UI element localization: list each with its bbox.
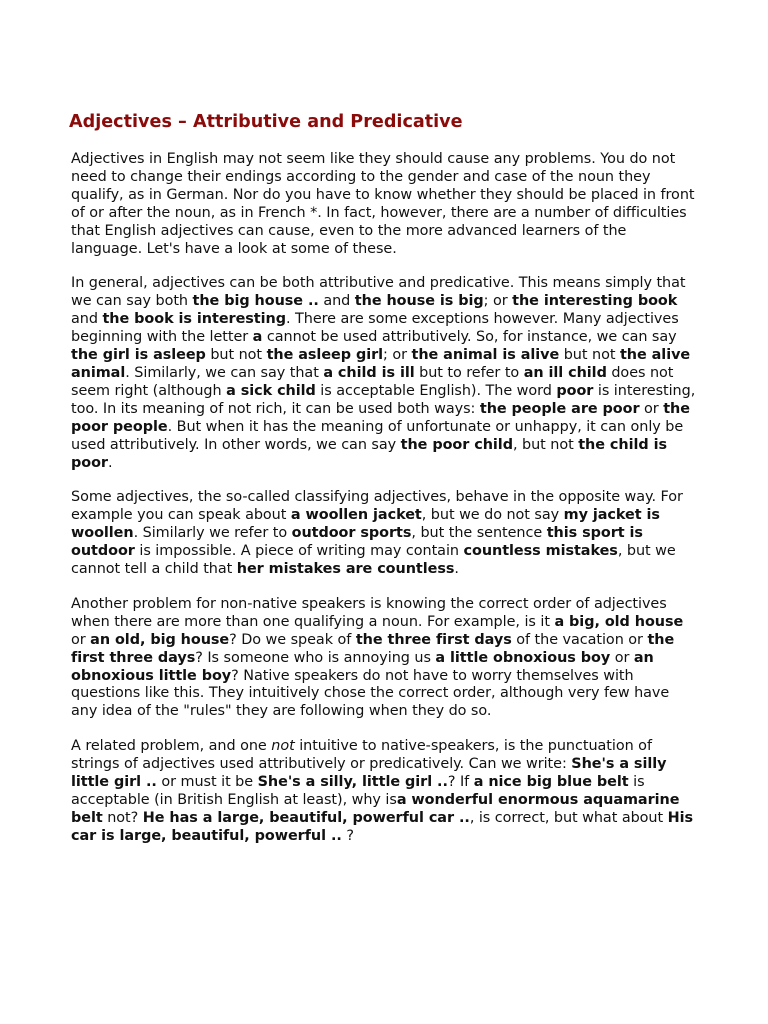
bold-phrase: an old, big house (90, 631, 230, 648)
paragraph-intro (71, 151, 697, 258)
bold-phrase: the people are poor (479, 400, 640, 417)
text-run: ; or (383, 347, 412, 364)
bold-phrase: countless mistakes (463, 543, 618, 560)
bold-phrase: She's a silly little girl .. (71, 756, 667, 791)
page-title: Adjectives – Attributive and Predicative (69, 112, 463, 132)
bold-phrase: He has a large, beautiful, powerful car .. (142, 809, 470, 826)
text-run: but to refer to (414, 364, 524, 381)
text-run: but not (559, 347, 620, 364)
text-run: and (71, 311, 103, 328)
text-run: is interesting, too. In its meaning of not rich, it can be used both ways: (71, 382, 696, 417)
text-run: cannot be used attributively. So, for instance, we can say (262, 329, 677, 346)
bold-phrase: her mistakes are countless (236, 561, 455, 578)
bold-phrase: the girl is asleep (71, 347, 206, 364)
text-run: is acceptable (in British English at least), why is (71, 774, 645, 808)
bold-phrase: a nice big blue belt (473, 774, 629, 791)
bold-phrase: a (252, 329, 263, 346)
bold-phrase: a child is ill (323, 364, 415, 381)
text-run: . But when it has the meaning of unfortunate or unhappy, it can only be used attributively. In other words, we can say (71, 418, 684, 453)
bold-phrase: a wonderful enormous aquamarine belt (71, 792, 680, 826)
bold-phrase: the three first days (355, 631, 512, 648)
text-run: not? (102, 809, 143, 826)
text-run: ? Is someone who is annoying us (195, 649, 436, 666)
text-run: is impossible. A piece of writing may contain (134, 543, 464, 560)
text-run: Some adjectives, the so-called classifying adjectives, behave in the opposite way. For example you can speak about (71, 489, 683, 524)
bold-phrase: the first three days (71, 631, 675, 666)
text-run: , but we cannot tell a child that (71, 543, 676, 578)
bold-phrase: outdoor sports (291, 525, 412, 542)
bold-phrase: the animal is alive (411, 347, 560, 364)
bold-phrase: the big house .. (192, 293, 319, 310)
bold-phrase: a sick child (226, 382, 316, 399)
text-run: In general, adjectives can be both attributive and predicative. This means simply that we can say both (71, 275, 686, 310)
bold-phrase: a woollen jacket (290, 507, 422, 524)
text-run: or (610, 649, 634, 666)
text-run: ? Do we speak of (229, 631, 356, 648)
bold-phrase: the book is interesting (102, 311, 286, 328)
bold-phrase: the poor child (400, 436, 513, 453)
text-run: . (454, 561, 459, 578)
text-run: is acceptable English). The word (315, 382, 557, 399)
text-run: , is correct, but what about (469, 809, 668, 826)
text-run: intuitive to native-speakers, is the punctuation of strings of adjectives used attributively or predicatively. Can we write: (71, 738, 652, 773)
text-run: ; or (483, 293, 513, 310)
text-run: , but the sentence (411, 525, 547, 542)
text-run: . Similarly we refer to (133, 525, 292, 542)
paragraph-adjective-order (71, 596, 697, 721)
bold-phrase: an obnoxious little boy (71, 649, 654, 684)
bold-phrase: poor (556, 382, 594, 399)
text-run: ? Native speakers do not have to worry themselves with questions like this. They intuitively chose the correct order, although very few have any idea of the "rules" they are following when they do so. (71, 667, 670, 720)
bold-phrase: the alive animal (71, 347, 691, 381)
bold-phrase: the interesting book (512, 293, 678, 310)
bold-phrase: the house is big (354, 293, 484, 310)
bold-phrase: this sport is outdoor (71, 525, 643, 560)
bold-phrase: the child is poor (71, 436, 667, 471)
text-run: and (318, 293, 355, 310)
text-run: ? (341, 827, 354, 844)
text-run: or (639, 400, 664, 417)
italic-phrase: not (271, 738, 295, 755)
text-run: , but we do not say (421, 507, 564, 524)
bold-phrase: my jacket is woollen (71, 507, 660, 542)
text-run: does not seem right (although (71, 364, 674, 399)
text-run: . Similarly, we can say that (125, 364, 324, 381)
bold-phrase: She's a silly, little girl .. (257, 774, 448, 791)
text-run: or (71, 631, 91, 648)
paragraph-attributive-predicative (71, 275, 697, 472)
text-run: A related problem, and one (71, 738, 272, 755)
bold-phrase: the asleep girl (266, 347, 384, 364)
text-run: . (107, 454, 113, 471)
document-page (71, 110, 697, 846)
text-run: but not (205, 347, 267, 364)
bold-phrase: His car is large, beautiful, powerful .. (71, 809, 694, 844)
bold-phrase: the poor people (71, 400, 690, 435)
paragraph-punctuation (71, 738, 697, 845)
text-run: , but not (512, 436, 579, 453)
bold-phrase: a little obnoxious boy (435, 649, 611, 666)
text-run: ? If (447, 774, 474, 791)
text-run: Another problem for non-native speakers is knowing the correct order of adjectives when there are more than one qualifying a noun. For example, is it (71, 595, 667, 630)
text-run: or must it be (156, 774, 258, 791)
bold-phrase: an ill child (523, 364, 607, 381)
text-run: Adjectives in English may not seem like they should cause any problems. You do not need to change their endings according to the gender and case of the noun they qualify, as in German. Nor do you have to know whether they should be placed in front of or after the noun, as in French *. In fact, however, there are a number of difficulties that English adjectives can cause, even to the more advanced learners of the language. Let's have a look at some of these. (71, 151, 695, 257)
bold-phrase: a big, old house (554, 613, 684, 630)
text-run: . There are some exceptions however. Many adjectives beginning with the letter (71, 311, 679, 346)
text-run: of the vacation or (511, 631, 648, 648)
paragraph-classifying-adjectives (71, 489, 697, 579)
